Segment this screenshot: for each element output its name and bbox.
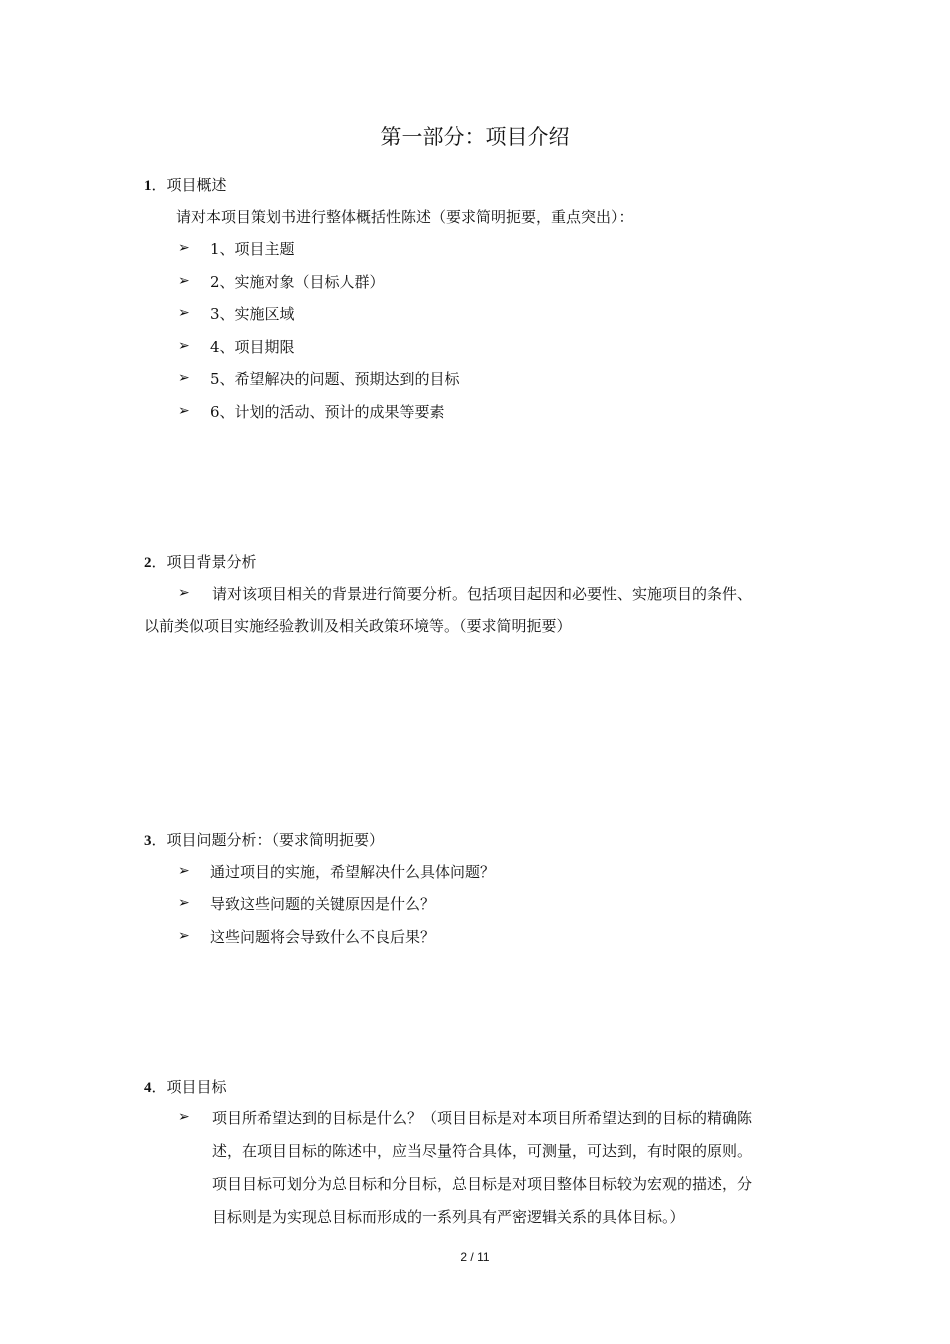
section-separator: ． [151, 553, 167, 571]
list-item [178, 303, 190, 321]
arrow-bullet-icon: ➢ [178, 370, 190, 386]
list-item [178, 861, 190, 879]
arrow-bullet-icon: ➢ [178, 863, 190, 879]
arrow-bullet-icon: ➢ [178, 1109, 190, 1125]
section-4-text-line-1: 项目所希望达到的目标是什么？（项目目标是对本项目所希望达到的目标的精确陈 [212, 1109, 753, 1127]
arrow-bullet-icon: ➢ [178, 895, 190, 911]
section-4-text-line-4: 目标则是为实现总目标而形成的一系列具有严密逻辑关系的具体目标。） [212, 1208, 685, 1226]
page-title: 第一部分：项目介绍 [380, 125, 570, 149]
arrow-bullet-icon: ➢ [178, 403, 190, 419]
section-heading-text: 项目目标 [166, 1078, 227, 1096]
section-number: 1 [144, 178, 152, 194]
list-item [178, 926, 190, 944]
section-2-text-line-2: 以前类似项目实施经验教训及相关政策环境等。（要求简明扼要） [144, 617, 572, 635]
list-item-text: 导致这些问题的关键原因是什么？ [210, 895, 436, 913]
section-separator: ． [151, 176, 167, 194]
list-item [178, 271, 190, 289]
list-item-text: 4、项目期限 [210, 338, 295, 356]
list-item [178, 336, 190, 354]
list-item [178, 583, 190, 601]
section-number: 4 [144, 1080, 152, 1096]
page-number: 2 / 11 [460, 1250, 490, 1264]
arrow-bullet-icon: ➢ [178, 338, 190, 354]
arrow-bullet-icon: ➢ [178, 585, 190, 601]
section-separator: ． [151, 831, 167, 849]
list-item-text: 6、计划的活动、预计的成果等要素 [210, 403, 445, 421]
section-4-text-line-2: 述，在项目目标的陈述中，应当尽量符合具体，可测量，可达到，有时限的原则。 [212, 1142, 753, 1160]
arrow-bullet-icon: ➢ [178, 928, 190, 944]
list-item-text: 2、实施对象（目标人群） [210, 273, 385, 291]
section-number: 3 [144, 833, 152, 849]
section-4-heading [144, 1076, 227, 1097]
section-heading-text: 项目问题分析： [166, 831, 272, 849]
arrow-bullet-icon: ➢ [178, 305, 190, 321]
list-item-text: 5、希望解决的问题、预期达到的目标 [210, 370, 460, 388]
list-item [178, 368, 190, 386]
section-number: 2 [144, 555, 152, 571]
section-heading-text: 项目背景分析 [166, 553, 257, 571]
section-1-intro: 请对本项目策划书进行整体概括性陈述（要求简明扼要，重点突出）： [176, 208, 634, 226]
section-2-text-line-1: 请对该项目相关的背景进行简要分析。包括项目起因和必要性、实施项目的条件、 [212, 585, 753, 603]
section-4-text-line-3: 项目目标可划分为总目标和分目标，总目标是对项目整体目标较为宏观的描述，分 [212, 1175, 753, 1193]
list-item [178, 238, 190, 256]
list-item [178, 893, 190, 911]
arrow-bullet-icon: ➢ [178, 240, 190, 256]
section-heading-text: 项目概述 [166, 176, 227, 194]
section-2-heading [144, 551, 257, 572]
arrow-bullet-icon: ➢ [178, 273, 190, 289]
list-item [178, 1107, 190, 1125]
section-separator: ． [151, 1078, 167, 1096]
list-item-text: 通过项目的实施，希望解决什么具体问题？ [210, 863, 496, 881]
list-item-text: 3、实施区域 [210, 305, 295, 323]
section-3-heading [144, 829, 384, 850]
section-1-heading [144, 174, 227, 195]
section-heading-note: （要求简明扼要） [271, 831, 385, 849]
list-item-text: 这些问题将会导致什么不良后果？ [210, 928, 436, 946]
list-item-text: 1、项目主题 [210, 240, 295, 258]
list-item [178, 401, 190, 419]
